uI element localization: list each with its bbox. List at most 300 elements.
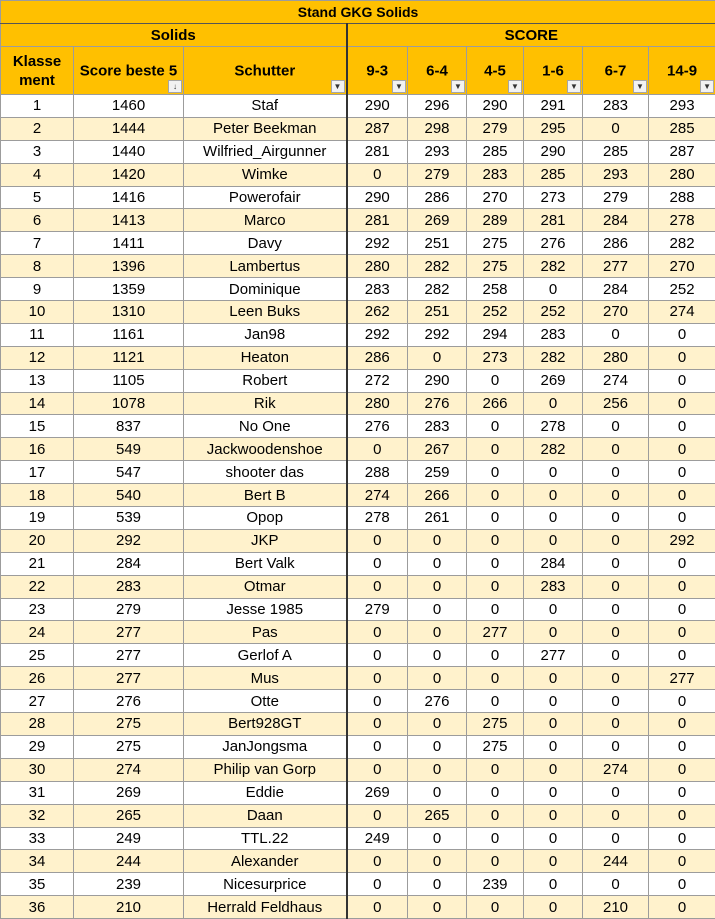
score-cell[interactable]: 278 xyxy=(524,415,583,438)
total-cell[interactable]: 1444 xyxy=(74,117,184,140)
rank-cell[interactable]: 15 xyxy=(1,415,74,438)
total-cell[interactable]: 210 xyxy=(74,896,184,919)
column-header-round[interactable] xyxy=(347,47,408,95)
name-cell[interactable]: Heaton xyxy=(184,346,347,369)
rank-cell[interactable]: 5 xyxy=(1,186,74,209)
score-cell[interactable]: 0 xyxy=(583,438,649,461)
score-cell[interactable]: 0 xyxy=(649,346,715,369)
column-header-round[interactable] xyxy=(467,47,524,95)
score-cell[interactable]: 284 xyxy=(583,209,649,232)
score-cell[interactable]: 0 xyxy=(408,896,467,919)
rank-cell[interactable]: 25 xyxy=(1,644,74,667)
score-cell[interactable]: 279 xyxy=(347,598,408,621)
score-cell[interactable]: 294 xyxy=(467,323,524,346)
score-cell[interactable]: 0 xyxy=(524,804,583,827)
name-cell[interactable]: Marco xyxy=(184,209,347,232)
score-cell[interactable]: 0 xyxy=(583,415,649,438)
rank-cell[interactable]: 1 xyxy=(1,95,74,118)
score-cell[interactable]: 0 xyxy=(583,667,649,690)
score-cell[interactable]: 0 xyxy=(649,873,715,896)
score-cell[interactable]: 278 xyxy=(649,209,715,232)
rank-cell[interactable]: 32 xyxy=(1,804,74,827)
score-cell[interactable]: 0 xyxy=(649,690,715,713)
total-cell[interactable]: 1411 xyxy=(74,232,184,255)
score-cell[interactable]: 0 xyxy=(467,438,524,461)
total-cell[interactable]: 1420 xyxy=(74,163,184,186)
rank-cell[interactable]: 33 xyxy=(1,827,74,850)
score-cell[interactable]: 274 xyxy=(347,484,408,507)
total-cell[interactable]: 269 xyxy=(74,781,184,804)
rank-cell[interactable]: 28 xyxy=(1,713,74,736)
score-cell[interactable]: 269 xyxy=(347,781,408,804)
name-cell[interactable]: Herrald Feldhaus xyxy=(184,896,347,919)
rank-cell[interactable]: 22 xyxy=(1,575,74,598)
name-cell[interactable]: Jan98 xyxy=(184,323,347,346)
score-cell[interactable]: 275 xyxy=(467,232,524,255)
score-cell[interactable]: 210 xyxy=(583,896,649,919)
score-cell[interactable]: 262 xyxy=(347,301,408,324)
score-cell[interactable]: 290 xyxy=(467,95,524,118)
name-cell[interactable]: Bert Valk xyxy=(184,552,347,575)
score-cell[interactable]: 252 xyxy=(649,278,715,301)
score-cell[interactable]: 0 xyxy=(467,369,524,392)
score-cell[interactable]: 0 xyxy=(524,667,583,690)
score-cell[interactable]: 292 xyxy=(649,529,715,552)
name-cell[interactable]: No One xyxy=(184,415,347,438)
total-cell[interactable]: 539 xyxy=(74,507,184,530)
score-cell[interactable]: 296 xyxy=(408,95,467,118)
score-cell[interactable]: 266 xyxy=(408,484,467,507)
rank-cell[interactable]: 14 xyxy=(1,392,74,415)
name-cell[interactable]: JKP xyxy=(184,529,347,552)
score-cell[interactable]: 0 xyxy=(583,575,649,598)
score-cell[interactable]: 0 xyxy=(408,575,467,598)
score-cell[interactable]: 0 xyxy=(467,644,524,667)
column-header-round[interactable] xyxy=(583,47,649,95)
score-cell[interactable]: 281 xyxy=(347,209,408,232)
score-cell[interactable]: 0 xyxy=(408,850,467,873)
score-cell[interactable]: 285 xyxy=(467,140,524,163)
name-cell[interactable]: Wilfried_Airgunner xyxy=(184,140,347,163)
score-cell[interactable]: 0 xyxy=(583,621,649,644)
rank-cell[interactable]: 11 xyxy=(1,323,74,346)
score-cell[interactable]: 281 xyxy=(524,209,583,232)
score-cell[interactable]: 279 xyxy=(467,117,524,140)
rank-cell[interactable]: 27 xyxy=(1,690,74,713)
total-cell[interactable]: 1161 xyxy=(74,323,184,346)
score-cell[interactable]: 0 xyxy=(467,667,524,690)
score-cell[interactable]: 0 xyxy=(583,323,649,346)
dropdown-filter-icon[interactable]: ▼ xyxy=(392,80,406,93)
column-header-round[interactable] xyxy=(649,47,715,95)
score-cell[interactable]: 0 xyxy=(408,781,467,804)
total-cell[interactable]: 275 xyxy=(74,713,184,736)
score-cell[interactable]: 273 xyxy=(467,346,524,369)
score-cell[interactable]: 282 xyxy=(408,255,467,278)
score-cell[interactable]: 0 xyxy=(649,598,715,621)
name-cell[interactable]: Jackwoodenshoe xyxy=(184,438,347,461)
score-cell[interactable]: 276 xyxy=(347,415,408,438)
score-cell[interactable]: 0 xyxy=(347,529,408,552)
score-cell[interactable]: 0 xyxy=(649,621,715,644)
score-cell[interactable]: 286 xyxy=(408,186,467,209)
total-cell[interactable]: 547 xyxy=(74,461,184,484)
name-cell[interactable]: Otmar xyxy=(184,575,347,598)
name-cell[interactable]: Alexander xyxy=(184,850,347,873)
score-cell[interactable]: 261 xyxy=(408,507,467,530)
rank-cell[interactable]: 17 xyxy=(1,461,74,484)
score-cell[interactable]: 277 xyxy=(583,255,649,278)
name-cell[interactable]: Bert928GT xyxy=(184,713,347,736)
score-cell[interactable]: 0 xyxy=(649,392,715,415)
score-cell[interactable]: 0 xyxy=(408,598,467,621)
score-cell[interactable]: 280 xyxy=(649,163,715,186)
score-cell[interactable]: 0 xyxy=(649,484,715,507)
score-cell[interactable]: 252 xyxy=(467,301,524,324)
name-cell[interactable]: Philip van Gorp xyxy=(184,758,347,781)
score-cell[interactable]: 288 xyxy=(347,461,408,484)
total-cell[interactable]: 277 xyxy=(74,644,184,667)
rank-cell[interactable]: 8 xyxy=(1,255,74,278)
score-cell[interactable]: 259 xyxy=(408,461,467,484)
score-cell[interactable]: 0 xyxy=(408,644,467,667)
score-cell[interactable]: 0 xyxy=(347,621,408,644)
total-cell[interactable]: 283 xyxy=(74,575,184,598)
name-cell[interactable]: Bert B xyxy=(184,484,347,507)
score-cell[interactable]: 0 xyxy=(408,667,467,690)
score-cell[interactable]: 0 xyxy=(408,529,467,552)
score-cell[interactable]: 0 xyxy=(467,690,524,713)
total-cell[interactable]: 1078 xyxy=(74,392,184,415)
total-cell[interactable]: 276 xyxy=(74,690,184,713)
score-cell[interactable]: 0 xyxy=(408,758,467,781)
name-cell[interactable]: Staf xyxy=(184,95,347,118)
score-cell[interactable]: 0 xyxy=(467,804,524,827)
total-cell[interactable]: 244 xyxy=(74,850,184,873)
score-cell[interactable]: 282 xyxy=(649,232,715,255)
score-cell[interactable]: 0 xyxy=(583,461,649,484)
score-cell[interactable]: 0 xyxy=(583,781,649,804)
score-cell[interactable]: 0 xyxy=(347,575,408,598)
score-cell[interactable]: 266 xyxy=(467,392,524,415)
score-cell[interactable]: 0 xyxy=(583,507,649,530)
rank-cell[interactable]: 23 xyxy=(1,598,74,621)
score-cell[interactable]: 280 xyxy=(347,255,408,278)
score-cell[interactable]: 0 xyxy=(347,552,408,575)
rank-cell[interactable]: 2 xyxy=(1,117,74,140)
score-cell[interactable]: 0 xyxy=(524,507,583,530)
total-cell[interactable]: 1440 xyxy=(74,140,184,163)
score-cell[interactable]: 0 xyxy=(524,896,583,919)
score-cell[interactable]: 280 xyxy=(583,346,649,369)
total-cell[interactable]: 239 xyxy=(74,873,184,896)
score-cell[interactable]: 0 xyxy=(649,781,715,804)
dropdown-filter-icon[interactable]: ▼ xyxy=(331,80,345,93)
score-cell[interactable]: 0 xyxy=(467,827,524,850)
score-cell[interactable]: 0 xyxy=(347,804,408,827)
score-cell[interactable]: 293 xyxy=(408,140,467,163)
score-cell[interactable]: 298 xyxy=(408,117,467,140)
score-cell[interactable]: 0 xyxy=(467,484,524,507)
score-cell[interactable]: 0 xyxy=(467,461,524,484)
column-header-schutter[interactable] xyxy=(184,47,347,95)
total-cell[interactable]: 249 xyxy=(74,827,184,850)
score-cell[interactable]: 283 xyxy=(583,95,649,118)
score-cell[interactable]: 265 xyxy=(408,804,467,827)
score-cell[interactable]: 0 xyxy=(467,781,524,804)
score-cell[interactable]: 276 xyxy=(524,232,583,255)
score-cell[interactable]: 275 xyxy=(467,713,524,736)
rank-cell[interactable]: 16 xyxy=(1,438,74,461)
score-cell[interactable]: 0 xyxy=(524,827,583,850)
score-cell[interactable]: 0 xyxy=(524,484,583,507)
name-cell[interactable]: Davy xyxy=(184,232,347,255)
score-cell[interactable]: 0 xyxy=(467,598,524,621)
score-cell[interactable]: 282 xyxy=(408,278,467,301)
score-cell[interactable]: 289 xyxy=(467,209,524,232)
score-cell[interactable]: 0 xyxy=(467,552,524,575)
rank-cell[interactable]: 26 xyxy=(1,667,74,690)
total-cell[interactable]: 1460 xyxy=(74,95,184,118)
score-cell[interactable]: 0 xyxy=(649,323,715,346)
score-cell[interactable]: 279 xyxy=(408,163,467,186)
total-cell[interactable]: 1413 xyxy=(74,209,184,232)
dropdown-filter-icon[interactable]: ▼ xyxy=(508,80,522,93)
score-cell[interactable]: 0 xyxy=(649,713,715,736)
score-cell[interactable]: 0 xyxy=(524,621,583,644)
score-cell[interactable]: 282 xyxy=(524,438,583,461)
total-cell[interactable]: 275 xyxy=(74,735,184,758)
name-cell[interactable]: Jesse 1985 xyxy=(184,598,347,621)
score-cell[interactable]: 0 xyxy=(524,278,583,301)
score-cell[interactable]: 0 xyxy=(467,850,524,873)
score-cell[interactable]: 281 xyxy=(347,140,408,163)
score-cell[interactable]: 0 xyxy=(467,507,524,530)
dropdown-filter-icon[interactable]: ▼ xyxy=(633,80,647,93)
score-cell[interactable]: 0 xyxy=(649,735,715,758)
score-cell[interactable]: 272 xyxy=(347,369,408,392)
score-cell[interactable]: 0 xyxy=(347,850,408,873)
score-cell[interactable]: 258 xyxy=(467,278,524,301)
score-cell[interactable]: 0 xyxy=(524,690,583,713)
score-cell[interactable]: 277 xyxy=(467,621,524,644)
name-cell[interactable]: Mus xyxy=(184,667,347,690)
score-cell[interactable]: 273 xyxy=(524,186,583,209)
score-cell[interactable]: 0 xyxy=(649,507,715,530)
score-cell[interactable]: 291 xyxy=(524,95,583,118)
score-cell[interactable]: 285 xyxy=(524,163,583,186)
score-cell[interactable]: 0 xyxy=(649,461,715,484)
name-cell[interactable]: Powerofair xyxy=(184,186,347,209)
rank-cell[interactable]: 6 xyxy=(1,209,74,232)
score-cell[interactable]: 274 xyxy=(649,301,715,324)
score-cell[interactable]: 0 xyxy=(408,713,467,736)
rank-cell[interactable]: 7 xyxy=(1,232,74,255)
score-cell[interactable]: 0 xyxy=(649,850,715,873)
rank-cell[interactable]: 9 xyxy=(1,278,74,301)
score-cell[interactable]: 290 xyxy=(347,186,408,209)
score-cell[interactable]: 277 xyxy=(649,667,715,690)
name-cell[interactable]: JanJongsma xyxy=(184,735,347,758)
score-cell[interactable]: 251 xyxy=(408,232,467,255)
rank-cell[interactable]: 21 xyxy=(1,552,74,575)
score-cell[interactable]: 286 xyxy=(347,346,408,369)
score-cell[interactable]: 0 xyxy=(583,644,649,667)
score-cell[interactable]: 0 xyxy=(649,827,715,850)
score-cell[interactable]: 283 xyxy=(408,415,467,438)
score-cell[interactable]: 270 xyxy=(583,301,649,324)
score-cell[interactable]: 0 xyxy=(467,575,524,598)
name-cell[interactable]: Opop xyxy=(184,507,347,530)
score-cell[interactable]: 0 xyxy=(583,873,649,896)
name-cell[interactable]: Wimke xyxy=(184,163,347,186)
dropdown-filter-icon[interactable]: ▼ xyxy=(451,80,465,93)
score-cell[interactable]: 0 xyxy=(524,461,583,484)
rank-cell[interactable]: 12 xyxy=(1,346,74,369)
name-cell[interactable]: Leen Buks xyxy=(184,301,347,324)
score-cell[interactable]: 283 xyxy=(524,323,583,346)
score-cell[interactable]: 292 xyxy=(347,323,408,346)
score-cell[interactable]: 284 xyxy=(583,278,649,301)
score-cell[interactable]: 244 xyxy=(583,850,649,873)
score-cell[interactable]: 283 xyxy=(347,278,408,301)
column-header-score-beste[interactable] xyxy=(74,47,184,95)
dropdown-filter-icon[interactable]: ▼ xyxy=(700,80,714,93)
score-cell[interactable]: 0 xyxy=(408,735,467,758)
score-cell[interactable]: 0 xyxy=(408,552,467,575)
score-cell[interactable]: 0 xyxy=(649,575,715,598)
score-cell[interactable]: 0 xyxy=(347,713,408,736)
rank-cell[interactable]: 34 xyxy=(1,850,74,873)
score-cell[interactable]: 270 xyxy=(649,255,715,278)
column-header-round[interactable] xyxy=(524,47,583,95)
score-cell[interactable]: 0 xyxy=(524,392,583,415)
score-cell[interactable]: 0 xyxy=(524,873,583,896)
score-cell[interactable]: 275 xyxy=(467,255,524,278)
rank-cell[interactable]: 3 xyxy=(1,140,74,163)
name-cell[interactable]: Lambertus xyxy=(184,255,347,278)
total-cell[interactable]: 1105 xyxy=(74,369,184,392)
score-cell[interactable]: 284 xyxy=(524,552,583,575)
score-cell[interactable]: 283 xyxy=(524,575,583,598)
total-cell[interactable]: 265 xyxy=(74,804,184,827)
score-cell[interactable]: 274 xyxy=(583,369,649,392)
name-cell[interactable]: Eddie xyxy=(184,781,347,804)
score-cell[interactable]: 0 xyxy=(408,346,467,369)
name-cell[interactable]: Otte xyxy=(184,690,347,713)
score-cell[interactable]: 0 xyxy=(649,552,715,575)
rank-cell[interactable]: 19 xyxy=(1,507,74,530)
name-cell[interactable]: Pas xyxy=(184,621,347,644)
name-cell[interactable]: Nicesurprice xyxy=(184,873,347,896)
rank-cell[interactable]: 18 xyxy=(1,484,74,507)
score-cell[interactable]: 279 xyxy=(583,186,649,209)
score-cell[interactable]: 275 xyxy=(467,735,524,758)
score-cell[interactable]: 283 xyxy=(467,163,524,186)
score-cell[interactable]: 0 xyxy=(524,850,583,873)
score-cell[interactable]: 0 xyxy=(467,758,524,781)
score-cell[interactable]: 287 xyxy=(649,140,715,163)
score-cell[interactable]: 0 xyxy=(347,873,408,896)
rank-cell[interactable]: 29 xyxy=(1,735,74,758)
total-cell[interactable]: 540 xyxy=(74,484,184,507)
score-cell[interactable]: 0 xyxy=(347,163,408,186)
score-cell[interactable]: 0 xyxy=(524,735,583,758)
rank-cell[interactable]: 20 xyxy=(1,529,74,552)
rank-cell[interactable]: 13 xyxy=(1,369,74,392)
score-cell[interactable]: 285 xyxy=(583,140,649,163)
score-cell[interactable]: 0 xyxy=(467,896,524,919)
name-cell[interactable]: shooter das xyxy=(184,461,347,484)
score-cell[interactable]: 0 xyxy=(408,621,467,644)
total-cell[interactable]: 277 xyxy=(74,667,184,690)
score-cell[interactable]: 0 xyxy=(467,529,524,552)
score-cell[interactable]: 278 xyxy=(347,507,408,530)
score-cell[interactable]: 0 xyxy=(347,896,408,919)
total-cell[interactable]: 1121 xyxy=(74,346,184,369)
name-cell[interactable]: Daan xyxy=(184,804,347,827)
score-cell[interactable]: 0 xyxy=(347,644,408,667)
score-cell[interactable]: 0 xyxy=(583,804,649,827)
score-cell[interactable]: 0 xyxy=(524,758,583,781)
score-cell[interactable]: 0 xyxy=(583,552,649,575)
name-cell[interactable]: TTL.22 xyxy=(184,827,347,850)
score-cell[interactable]: 292 xyxy=(408,323,467,346)
name-cell[interactable]: Rik xyxy=(184,392,347,415)
total-cell[interactable]: 1416 xyxy=(74,186,184,209)
score-cell[interactable]: 0 xyxy=(408,873,467,896)
score-cell[interactable]: 0 xyxy=(649,896,715,919)
rank-cell[interactable]: 36 xyxy=(1,896,74,919)
total-cell[interactable]: 1396 xyxy=(74,255,184,278)
score-cell[interactable]: 252 xyxy=(524,301,583,324)
score-cell[interactable]: 277 xyxy=(524,644,583,667)
score-cell[interactable]: 270 xyxy=(467,186,524,209)
total-cell[interactable]: 284 xyxy=(74,552,184,575)
rank-cell[interactable]: 35 xyxy=(1,873,74,896)
score-cell[interactable]: 0 xyxy=(583,117,649,140)
score-cell[interactable]: 292 xyxy=(347,232,408,255)
score-cell[interactable]: 282 xyxy=(524,255,583,278)
total-cell[interactable]: 1359 xyxy=(74,278,184,301)
score-cell[interactable]: 282 xyxy=(524,346,583,369)
column-header-round[interactable] xyxy=(408,47,467,95)
score-cell[interactable]: 0 xyxy=(583,529,649,552)
score-cell[interactable]: 274 xyxy=(583,758,649,781)
score-cell[interactable]: 287 xyxy=(347,117,408,140)
total-cell[interactable]: 837 xyxy=(74,415,184,438)
score-cell[interactable]: 0 xyxy=(649,415,715,438)
score-cell[interactable]: 0 xyxy=(583,484,649,507)
score-cell[interactable]: 0 xyxy=(583,598,649,621)
score-cell[interactable]: 280 xyxy=(347,392,408,415)
score-cell[interactable]: 285 xyxy=(649,117,715,140)
score-cell[interactable]: 0 xyxy=(347,758,408,781)
rank-cell[interactable]: 30 xyxy=(1,758,74,781)
score-cell[interactable]: 290 xyxy=(524,140,583,163)
total-cell[interactable]: 549 xyxy=(74,438,184,461)
score-cell[interactable]: 0 xyxy=(408,827,467,850)
total-cell[interactable]: 292 xyxy=(74,529,184,552)
name-cell[interactable]: Dominique xyxy=(184,278,347,301)
score-cell[interactable]: 239 xyxy=(467,873,524,896)
score-cell[interactable]: 0 xyxy=(467,415,524,438)
score-cell[interactable]: 0 xyxy=(649,758,715,781)
score-cell[interactable]: 293 xyxy=(583,163,649,186)
rank-cell[interactable]: 10 xyxy=(1,301,74,324)
score-cell[interactable]: 269 xyxy=(408,209,467,232)
score-cell[interactable]: 288 xyxy=(649,186,715,209)
